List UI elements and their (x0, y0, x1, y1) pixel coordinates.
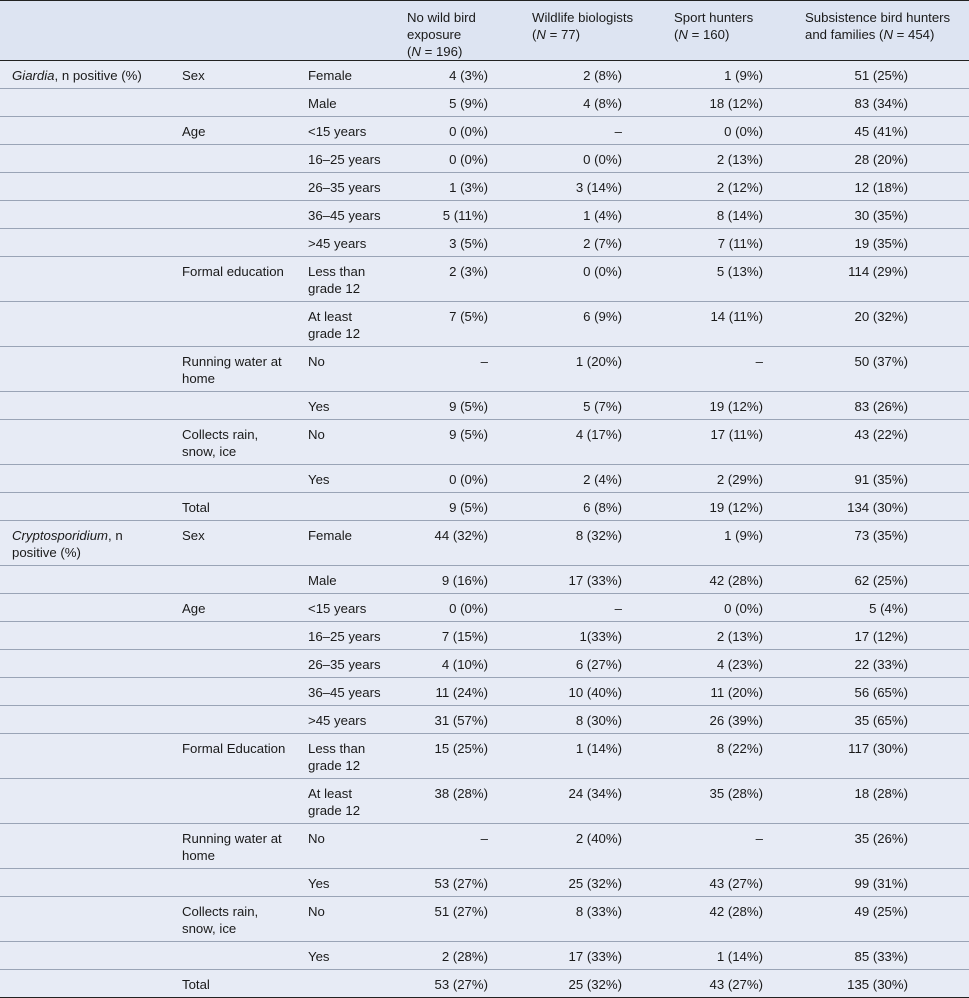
value-cell: 4 (8%) (520, 89, 662, 117)
table-row (0, 942, 969, 970)
value-cell: 12 (18%) (793, 173, 969, 201)
group-cell: Running water at home (170, 824, 296, 869)
group-cell (170, 302, 296, 347)
level-cell: No (296, 897, 395, 942)
value-cell: 53 (27%) (395, 869, 520, 897)
section-organism: Cryptosporidium (12, 528, 109, 543)
level-cell: >45 years (296, 229, 395, 257)
section-label-cell (0, 779, 170, 824)
value-cell: 1 (3%) (395, 173, 520, 201)
section-label-rest: , n positive (%) (12, 528, 123, 560)
table-row (0, 566, 969, 594)
section-label-cell (0, 706, 170, 734)
value-cell: 17 (11%) (662, 420, 793, 465)
group-cell: Formal Education (170, 734, 296, 779)
level-cell: Yes (296, 869, 395, 897)
header-label: No wild bird exposure (407, 10, 476, 42)
level-cell (296, 493, 395, 521)
value-cell: 42 (28%) (662, 566, 793, 594)
level-cell: Female (296, 61, 395, 89)
section-label-cell (0, 173, 170, 201)
table-row (0, 229, 969, 257)
level-cell: Male (296, 566, 395, 594)
value-cell: 5 (11%) (395, 201, 520, 229)
section-label-cell (0, 420, 170, 465)
header-subsistence-hunters: Subsistence bird hunters and families (N = 454) (793, 1, 969, 61)
value-cell: 99 (31%) (793, 869, 969, 897)
value-cell: 1 (14%) (520, 734, 662, 779)
header-label: Subsistence bird hunters (805, 10, 951, 25)
header-no-exposure: No wild bird exposure (N = 196) (395, 1, 520, 61)
group-cell: Collects rain, snow, ice (170, 897, 296, 942)
section-label-cell (0, 897, 170, 942)
section-label-cell (0, 229, 170, 257)
table-row (0, 465, 969, 493)
table-row (0, 347, 969, 392)
value-cell: 19 (35%) (793, 229, 969, 257)
group-cell (170, 622, 296, 650)
value-cell: 135 (30%) (793, 970, 969, 998)
section-label-cell (0, 257, 170, 302)
value-cell: 35 (65%) (793, 706, 969, 734)
value-cell: 17 (12%) (793, 622, 969, 650)
level-cell: <15 years (296, 594, 395, 622)
section-label-cell (0, 145, 170, 173)
level-cell: Yes (296, 465, 395, 493)
value-cell: 51 (25%) (793, 61, 969, 89)
section-label-cell (0, 566, 170, 594)
value-cell: 9 (5%) (395, 392, 520, 420)
value-cell: 1 (9%) (662, 521, 793, 566)
value-cell: 5 (13%) (662, 257, 793, 302)
level-cell: 36–45 years (296, 201, 395, 229)
value-cell: 5 (9%) (395, 89, 520, 117)
group-cell (170, 89, 296, 117)
table-row (0, 201, 969, 229)
value-cell: 91 (35%) (793, 465, 969, 493)
group-cell (170, 566, 296, 594)
level-cell: 16–25 years (296, 622, 395, 650)
section-label-cell (0, 521, 170, 566)
value-cell: 14 (11%) (662, 302, 793, 347)
value-cell: 50 (37%) (793, 347, 969, 392)
section-label-cell (0, 650, 170, 678)
group-cell (170, 678, 296, 706)
level-cell: 26–35 years (296, 173, 395, 201)
section-label-cell (0, 594, 170, 622)
value-cell: 0 (0%) (395, 117, 520, 145)
value-cell: 0 (0%) (395, 465, 520, 493)
table-row (0, 650, 969, 678)
level-cell: 36–45 years (296, 678, 395, 706)
value-cell: 0 (0%) (662, 117, 793, 145)
value-cell: 2 (13%) (662, 622, 793, 650)
group-cell (170, 201, 296, 229)
value-cell: 8 (22%) (662, 734, 793, 779)
value-cell: 2 (7%) (520, 229, 662, 257)
section-label-cell (0, 302, 170, 347)
value-cell: 11 (20%) (662, 678, 793, 706)
section-label-cell (0, 622, 170, 650)
value-cell: 44 (32%) (395, 521, 520, 566)
value-cell: 73 (35%) (793, 521, 969, 566)
value-cell: 0 (0%) (662, 594, 793, 622)
value-cell: 20 (32%) (793, 302, 969, 347)
group-cell (170, 173, 296, 201)
value-cell: 26 (39%) (662, 706, 793, 734)
value-cell: 1 (4%) (520, 201, 662, 229)
table-row (0, 493, 969, 521)
table-row (0, 594, 969, 622)
value-cell: 2 (13%) (662, 145, 793, 173)
table-row (0, 302, 969, 347)
value-cell: 8 (30%) (520, 706, 662, 734)
section-label-cell (0, 493, 170, 521)
value-cell: 7 (15%) (395, 622, 520, 650)
value-cell: 0 (0%) (395, 594, 520, 622)
value-cell: 18 (12%) (662, 89, 793, 117)
table-row (0, 420, 969, 465)
value-cell: 43 (27%) (662, 970, 793, 998)
value-cell: 2 (40%) (520, 824, 662, 869)
header-row (0, 1, 969, 61)
value-cell: 38 (28%) (395, 779, 520, 824)
value-cell: 2 (29%) (662, 465, 793, 493)
value-cell: 0 (0%) (520, 145, 662, 173)
level-cell: <15 years (296, 117, 395, 145)
value-cell: 83 (34%) (793, 89, 969, 117)
level-cell: At least grade 12 (296, 302, 395, 347)
value-cell: 1 (20%) (520, 347, 662, 392)
value-cell: 31 (57%) (395, 706, 520, 734)
section-label-rest: , n positive (%) (54, 68, 142, 83)
group-cell (170, 145, 296, 173)
value-cell: 43 (27%) (662, 869, 793, 897)
value-cell: 1(33%) (520, 622, 662, 650)
group-cell (170, 650, 296, 678)
level-cell: 26–35 years (296, 650, 395, 678)
table-body (0, 61, 969, 998)
level-cell: No (296, 347, 395, 392)
level-cell: Yes (296, 392, 395, 420)
group-cell: Running water at home (170, 347, 296, 392)
table-row (0, 970, 969, 998)
value-cell: 56 (65%) (793, 678, 969, 706)
table-row (0, 734, 969, 779)
value-cell: – (395, 347, 520, 392)
value-cell: 2 (28%) (395, 942, 520, 970)
level-cell: No (296, 420, 395, 465)
value-cell: 17 (33%) (520, 942, 662, 970)
value-cell: 5 (7%) (520, 392, 662, 420)
group-cell: Collects rain, snow, ice (170, 420, 296, 465)
table-row (0, 869, 969, 897)
value-cell: 19 (12%) (662, 493, 793, 521)
value-cell: 62 (25%) (793, 566, 969, 594)
header-sport-hunters: Sport hunters (N = 160) (662, 1, 793, 61)
value-cell: 17 (33%) (520, 566, 662, 594)
section-label-cell (0, 465, 170, 493)
value-cell: 4 (3%) (395, 61, 520, 89)
value-cell: 1 (9%) (662, 61, 793, 89)
level-cell: No (296, 824, 395, 869)
value-cell: 19 (12%) (662, 392, 793, 420)
table-row (0, 257, 969, 302)
group-cell: Age (170, 117, 296, 145)
value-cell: 51 (27%) (395, 897, 520, 942)
value-cell: – (395, 824, 520, 869)
value-cell: 30 (35%) (793, 201, 969, 229)
value-cell: 11 (24%) (395, 678, 520, 706)
value-cell: 9 (5%) (395, 493, 520, 521)
section-label-cell (0, 824, 170, 869)
value-cell: – (520, 117, 662, 145)
header-label: Sport hunters (674, 10, 754, 25)
section-label-cell (0, 942, 170, 970)
value-cell: 42 (28%) (662, 897, 793, 942)
value-cell: – (520, 594, 662, 622)
value-cell: – (662, 824, 793, 869)
section-label-cell (0, 201, 170, 229)
value-cell: 2 (3%) (395, 257, 520, 302)
value-cell: 6 (8%) (520, 493, 662, 521)
value-cell: 2 (8%) (520, 61, 662, 89)
table-row (0, 824, 969, 869)
level-cell: At least grade 12 (296, 779, 395, 824)
level-cell (296, 970, 395, 998)
value-cell: 4 (10%) (395, 650, 520, 678)
value-cell: 28 (20%) (793, 145, 969, 173)
section-label-cell (0, 678, 170, 706)
value-cell: 3 (14%) (520, 173, 662, 201)
table-row (0, 779, 969, 824)
group-cell: Total (170, 493, 296, 521)
value-cell: 2 (12%) (662, 173, 793, 201)
section-label-cell (0, 734, 170, 779)
header-label: Wildlife biologists (532, 10, 634, 25)
value-cell: 35 (28%) (662, 779, 793, 824)
value-cell: 85 (33%) (793, 942, 969, 970)
level-cell: Female (296, 521, 395, 566)
value-cell: 25 (32%) (520, 970, 662, 998)
value-cell: 117 (30%) (793, 734, 969, 779)
group-cell: Sex (170, 521, 296, 566)
table-row (0, 61, 969, 89)
value-cell: 45 (41%) (793, 117, 969, 145)
value-cell: 134 (30%) (793, 493, 969, 521)
level-cell: >45 years (296, 706, 395, 734)
header-wildlife-biologists: Wildlife biologists (N = 77) (520, 1, 662, 61)
value-cell: 4 (23%) (662, 650, 793, 678)
value-cell: 6 (27%) (520, 650, 662, 678)
header-cell-empty (0, 1, 170, 61)
value-cell: 3 (5%) (395, 229, 520, 257)
header-cell-empty (170, 1, 296, 61)
level-cell: Male (296, 89, 395, 117)
group-cell: Formal education (170, 257, 296, 302)
table-row (0, 521, 969, 566)
value-cell: 18 (28%) (793, 779, 969, 824)
value-cell: 8 (33%) (520, 897, 662, 942)
table-row (0, 117, 969, 145)
table-row (0, 678, 969, 706)
group-cell: Total (170, 970, 296, 998)
group-cell (170, 942, 296, 970)
level-cell: Yes (296, 942, 395, 970)
value-cell: 8 (14%) (662, 201, 793, 229)
section-label-cell (0, 89, 170, 117)
table-row (0, 145, 969, 173)
value-cell: 6 (9%) (520, 302, 662, 347)
value-cell: 35 (26%) (793, 824, 969, 869)
value-cell: 9 (16%) (395, 566, 520, 594)
section-label-cell (0, 392, 170, 420)
value-cell: 1 (14%) (662, 942, 793, 970)
value-cell: 7 (5%) (395, 302, 520, 347)
value-cell: 0 (0%) (520, 257, 662, 302)
section-label-cell (0, 61, 170, 89)
value-cell: 43 (22%) (793, 420, 969, 465)
group-cell (170, 229, 296, 257)
value-cell: 49 (25%) (793, 897, 969, 942)
level-cell: 16–25 years (296, 145, 395, 173)
value-cell: 2 (4%) (520, 465, 662, 493)
section-label-cell (0, 347, 170, 392)
value-cell: 4 (17%) (520, 420, 662, 465)
level-cell: Less than grade 12 (296, 734, 395, 779)
value-cell: 53 (27%) (395, 970, 520, 998)
table-row (0, 173, 969, 201)
value-cell: 24 (34%) (520, 779, 662, 824)
value-cell: 9 (5%) (395, 420, 520, 465)
group-cell (170, 465, 296, 493)
value-cell: 83 (26%) (793, 392, 969, 420)
group-cell: Sex (170, 61, 296, 89)
value-cell: 25 (32%) (520, 869, 662, 897)
value-cell: 5 (4%) (793, 594, 969, 622)
section-label-cell (0, 869, 170, 897)
value-cell: – (662, 347, 793, 392)
table-row (0, 897, 969, 942)
table-row (0, 89, 969, 117)
section-organism: Giardia (12, 68, 55, 83)
group-cell (170, 869, 296, 897)
table-header (0, 1, 969, 61)
group-cell (170, 779, 296, 824)
section-label-cell (0, 970, 170, 998)
value-cell: 15 (25%) (395, 734, 520, 779)
value-cell: 10 (40%) (520, 678, 662, 706)
table-row (0, 706, 969, 734)
value-cell: 8 (32%) (520, 521, 662, 566)
header-cell-empty (296, 1, 395, 61)
value-cell: 0 (0%) (395, 145, 520, 173)
group-cell (170, 392, 296, 420)
section-label-cell (0, 117, 170, 145)
value-cell: 7 (11%) (662, 229, 793, 257)
value-cell: 22 (33%) (793, 650, 969, 678)
table-row (0, 392, 969, 420)
value-cell: 114 (29%) (793, 257, 969, 302)
group-cell (170, 706, 296, 734)
level-cell: Less than grade 12 (296, 257, 395, 302)
table-row (0, 622, 969, 650)
group-cell: Age (170, 594, 296, 622)
